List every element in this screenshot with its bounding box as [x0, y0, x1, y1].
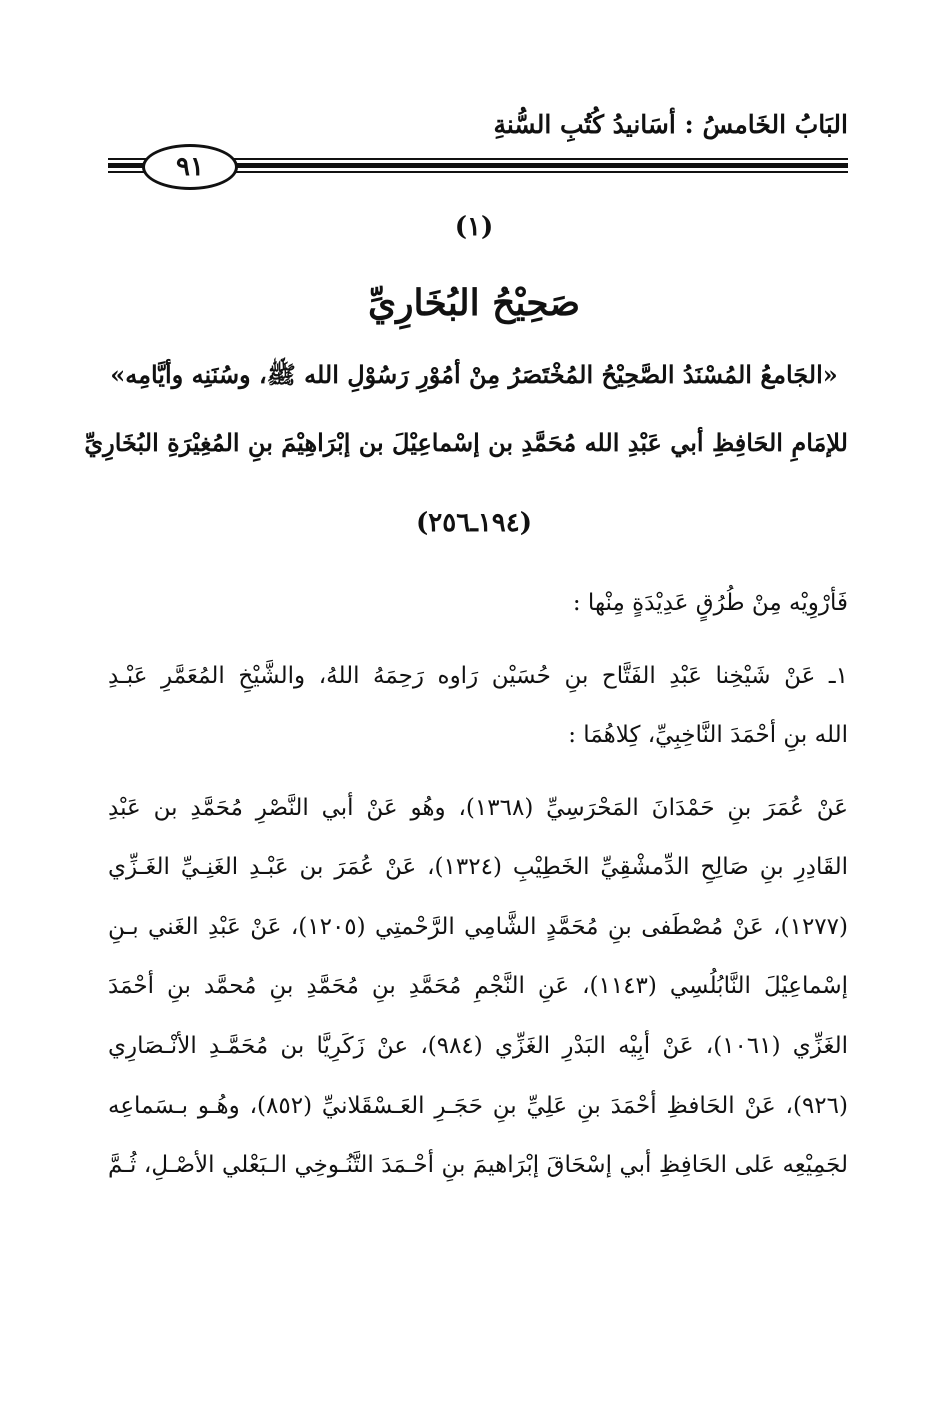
body-line-8: (٩٢٦)، عَنْ الحَافظِ أحْمَدَ بنِ عَلِيِّ بنِ حَجَـرِ العَـسْقَلانيِّ (٨٥٢)، وهُـو بـسَماعِه	[108, 1093, 848, 1119]
page-number	[142, 144, 238, 190]
page-number-text: ٩١	[176, 152, 204, 182]
body-line-1: ١ـ عَنْ شَيْخِنا عَبْدِ الفَتَّاح بنِ حُسَيْن رَاوه رَحِمَهُ اللهُ، والشَّيْخِ المُعَمَّرِ عَبْـدِ	[108, 663, 848, 689]
author-line: للإمَامِ الحَافِظِ أبي عَبْدِ الله مُحَمَّدِ بن إسْماعِيْلَ بن إبْرَاهِيْمَ بنِ المُغِيْرَةِ البُخَارِيِّ	[84, 428, 848, 457]
body-line-7: الغَزِّي (١٠٦١)، عَنْ أبِيْه البَدْرِ الغَزِّي (٩٨٤)، عنْ زَكَرِيَّا بن مُحَمَّـدِ الأنْـصَارِي	[108, 1033, 848, 1059]
body-line-4: القَادِرِ بنِ صَالِحِ الدِّمشْقِيِّ الخَطِيْبِ (١٣٢٤)، عَنْ عُمَرَ بن عَبْـدِ الغَنِـيِّ الغَـزِّي	[108, 854, 848, 880]
intro-line: فَأرْوِيْه مِنْ طُرُقٍ عَدِيْدَةٍ مِنْها :	[572, 590, 848, 616]
section-number: (١)	[454, 212, 494, 242]
body-line-2: الله بنِ أحْمَدَ النَّاخِبِيِّ، كِلاهُمَا :	[568, 722, 848, 748]
author-dates: (١٩٤ـ٢٥٦)	[415, 508, 533, 538]
body-line-3: عَنْ عُمَرَ بنِ حَمْدَانَ المَحْرَسِيِّ (١٣٦٨)، وهُو عَنْ أبي النَّصْرِ مُحَمَّدِ بن عَبْدِ	[108, 795, 848, 821]
book-full-title: «الجَامعُ المُسْنَدُ الصَّحِيْحُ المُخْتَصَرُ مِنْ أمُوْرِ رَسُوْلِ الله ﷺ، وسُنَنِه وأيَّامِه»	[110, 360, 838, 389]
running-header-title: البَابُ الخَامسُ : أسَانيدُ كُتُبِ السُّنةِ	[493, 110, 848, 139]
book-title: صَحِيْحُ البُخَارِيِّ	[367, 282, 581, 324]
body-line-6: إسْماعِيْلَ النَّابُلُسِي (١١٤٣)، عَنِ النَّجْمِ مُحَمَّدِ بنِ مُحَمَّدِ بنِ مُحمَّد بنِ أحْمَدَ	[108, 973, 848, 999]
body-line-9: لجَمِيْعِه عَلى الحَافِظِ أبي إسْحَاقَ إبْرَاهيمَ بنِ أحْـمَدَ التَّنُـوخِي الـبَعْلي الأصْـلِ، ثُـمَّ	[108, 1152, 848, 1178]
body-line-5: (١٢٧٧)، عَنْ مُصْطَفى بنِ مُحَمَّدٍ الشَّامِي الرَّحْمتِي (١٢٠٥)، عَنْ عَبْدِ الغَني بـنِ	[108, 914, 848, 940]
